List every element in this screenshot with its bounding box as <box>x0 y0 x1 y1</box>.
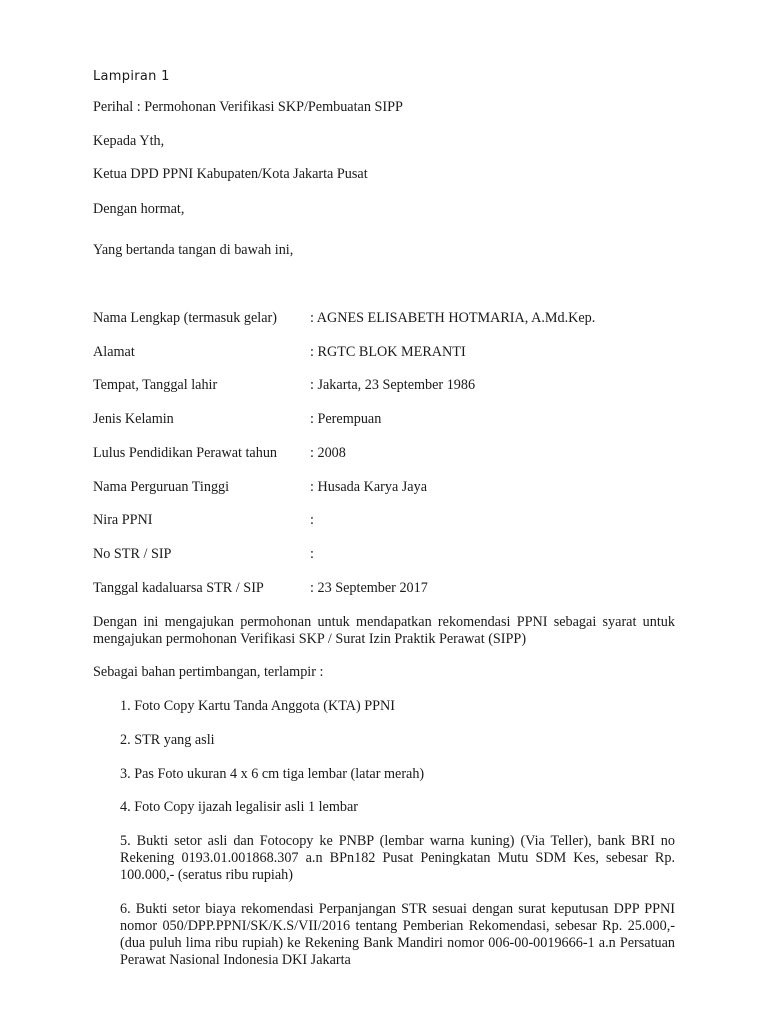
field-label-expiry: Tanggal kadaluarsa STR / SIP <box>93 580 264 596</box>
field-label-gender: Jenis Kelamin <box>93 411 174 427</box>
intro-line: Yang bertanda tangan di bawah ini, <box>93 242 294 258</box>
list-item: 2. STR yang asli <box>120 732 215 748</box>
field-label-graduation-year: Lulus Pendidikan Perawat tahun <box>93 445 278 461</box>
list-item: 4. Foto Copy ijazah legalisir asli 1 lembar <box>120 799 358 815</box>
document-heading: Lampiran 1 <box>93 69 170 84</box>
field-value-expiry: : 23 September 2017 <box>310 580 428 596</box>
field-value-graduation-year: : 2008 <box>310 445 346 461</box>
field-value-gender: : Perempuan <box>310 411 382 427</box>
field-value-nira: : <box>310 512 314 528</box>
field-value-full-name: : AGNES ELISABETH HOTMARIA, A.Md.Kep. <box>310 310 596 326</box>
field-value-str-sip: : <box>310 546 314 562</box>
field-value-address: : RGTC BLOK MERANTI <box>310 344 466 360</box>
request-paragraph: Dengan ini mengajukan permohonan untuk mendapatkan rekomendasi PPNI sebagai syarat untuk mengajukan permohonan Verifikasi SKP / Surat Izin Praktik Perawat (SIPP) <box>93 614 675 647</box>
field-label-address: Alamat <box>93 344 135 360</box>
attachments-intro: Sebagai bahan pertimbangan, terlampir : <box>93 664 324 680</box>
to-line: Kepada Yth, <box>93 133 165 149</box>
field-value-college: : Husada Karya Jaya <box>310 479 427 495</box>
list-item: 3. Pas Foto ukuran 4 x 6 cm tiga lembar (latar merah) <box>120 766 425 782</box>
recipient-line: Ketua DPD PPNI Kabupaten/Kota Jakarta Pusat <box>93 166 368 182</box>
field-label-str-sip: No STR / SIP <box>93 546 172 562</box>
list-item: 1. Foto Copy Kartu Tanda Anggota (KTA) PPNI <box>120 698 396 714</box>
greeting-line: Dengan hormat, <box>93 201 185 217</box>
field-value-birth: : Jakarta, 23 September 1986 <box>310 377 476 393</box>
list-item: 5. Bukti setor asli dan Fotocopy ke PNBP (lembar warna kuning) (Via Teller), bank BRI no Rekening 0193.01.001868.307 a.n BPn182 Pusat Peningkatan Mutu SDM Kes, sebesar Rp. 100.000,- (seratus ribu rupiah) <box>120 833 675 883</box>
field-label-full-name: Nama Lengkap (termasuk gelar) <box>93 310 277 326</box>
field-label-birth: Tempat, Tanggal lahir <box>93 377 218 393</box>
field-label-college: Nama Perguruan Tinggi <box>93 479 230 495</box>
subject-line: Perihal : Permohonan Verifikasi SKP/Pembuatan SIPP <box>93 99 403 115</box>
field-label-nira: Nira PPNI <box>93 512 153 528</box>
list-item: 6. Bukti setor biaya rekomendasi Perpanjangan STR sesuai dengan surat keputusan DPP PPNI nomor 050/DPP.PPNI/SK/K.S/VII/2016 tentang Pemberian Rekomendasi, sebesar Rp. 25.000,- (dua puluh lima ribu rupiah) ke Rekening Bank Mandiri nomor 006-00-0019666-1 a.n Persatuan Perawat Nasional Indonesia DKI Jakarta <box>120 901 675 968</box>
